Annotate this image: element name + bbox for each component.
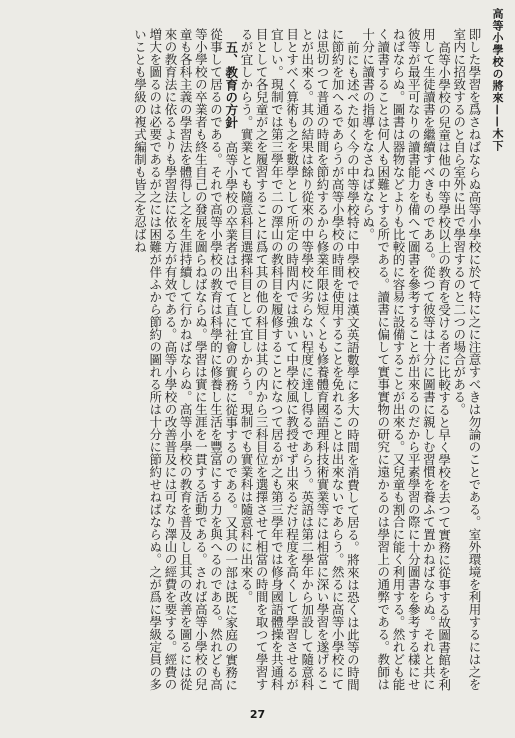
paragraph: 前にも述べた如く今の中等學校特に中學校では漢文英語數學に多大の時間を消費して居る。將來は恐くは此等の時間に節約を加へるであらうが高等小學校の時間を使用することを免れることは出來ないであらう。然るに高等小學校にては思切つて普通の時間を節約するから修業年限は短くとも修養體育國語理科技術實業等には相當に深い學習を遂げることが出來る。其の結果は餘り從來の中等學校に劣らない程度に達し得るであらう。英語は第二學年から加設して隨意科目とすべく算術も之を數學として所定の時間内では強いて中學校風に教授せず出來るだけ程度を高くして學習させるが宜しい。現制では第三學年で二の澤山の教科目を履修することになつて居るが之も第三學年では修身國語體操を共通科目として各兒童が之を履習することに爲て其の他の科目は其の内から三科目位を選擇させて相當の時間を取つて學習するが宜しからう。實業とても隨意科目選擇科目として宜しからう。現制でも實業科は隨意科に出來る。: [238, 28, 361, 691]
section-heading: 五、教育の方針: [223, 40, 239, 128]
paragraph: 即した學習を爲さねばならぬ高等小學校に於て特に之に注意すべきは勿論のことである。室外環境を利用するには之を室内に招致するのと自ら室外に出で學習するのと二つの場合がある。: [451, 28, 482, 691]
body-text: [26, 28, 482, 698]
paragraph: 高等小學校の兒童は他の中等學校以上の教育を受ける者に比較すると早く學校を去つて實務に從事する故圖書館を利用して生徒讀書を繼續すべきものである。從つて彼等は十分に圖書に親しむ習慣を養ふて置かねばならぬ。それと共に彼等が最平可なりの讀書能力を備へて圖書を參考することが出來るのだから平素學習の際に十分圖書を參考する樣にせねばならぬ。圖書は器物などよりも比較的に容易に設備することが出來る。又兒童も割合に能く利用する。然れども能く讀書することは何人も困難とする所である。讀書に偏して實事實物の研究に遠かるのは學習上の通弊である。教師は十分に讀書の指導をなさねばならぬ。: [360, 28, 452, 691]
paragraph-text: 高等小學校の卒業者は出でて直に社會の實務に從事するのである。又其の一部は既に家庭の實務に從事して居るのである。それで高等小學校の教育は科學的に修養し生活を豐富にする力を與へるのである。然れども高等小學校の卒業者も終生自己の發展を圖らねばならぬ。學習は實に生涯を一貫する活動である。されば高等小學校の兒童も各科主義の學習法を體得し之を生涯持續して行かねばならぬ。高等小學校の教育を普及し且其の改善を圖るには從來の教育法に依るよりも學習法に依る方が有效である。高等小學校の改善普及には可なり澤山の經費を要する。經費の増大を圖るのは必要であるが之には困難が伴ふから節約の圖れる所は十分に節約せねばならぬ。之が爲に學級定員の多いことも學級の複式編制も皆之を忍ばね: [132, 28, 239, 691]
paragraph: [132, 28, 238, 698]
page-number: 27: [249, 708, 266, 721]
running-header: 高等小學校の將來——木下: [491, 8, 504, 152]
